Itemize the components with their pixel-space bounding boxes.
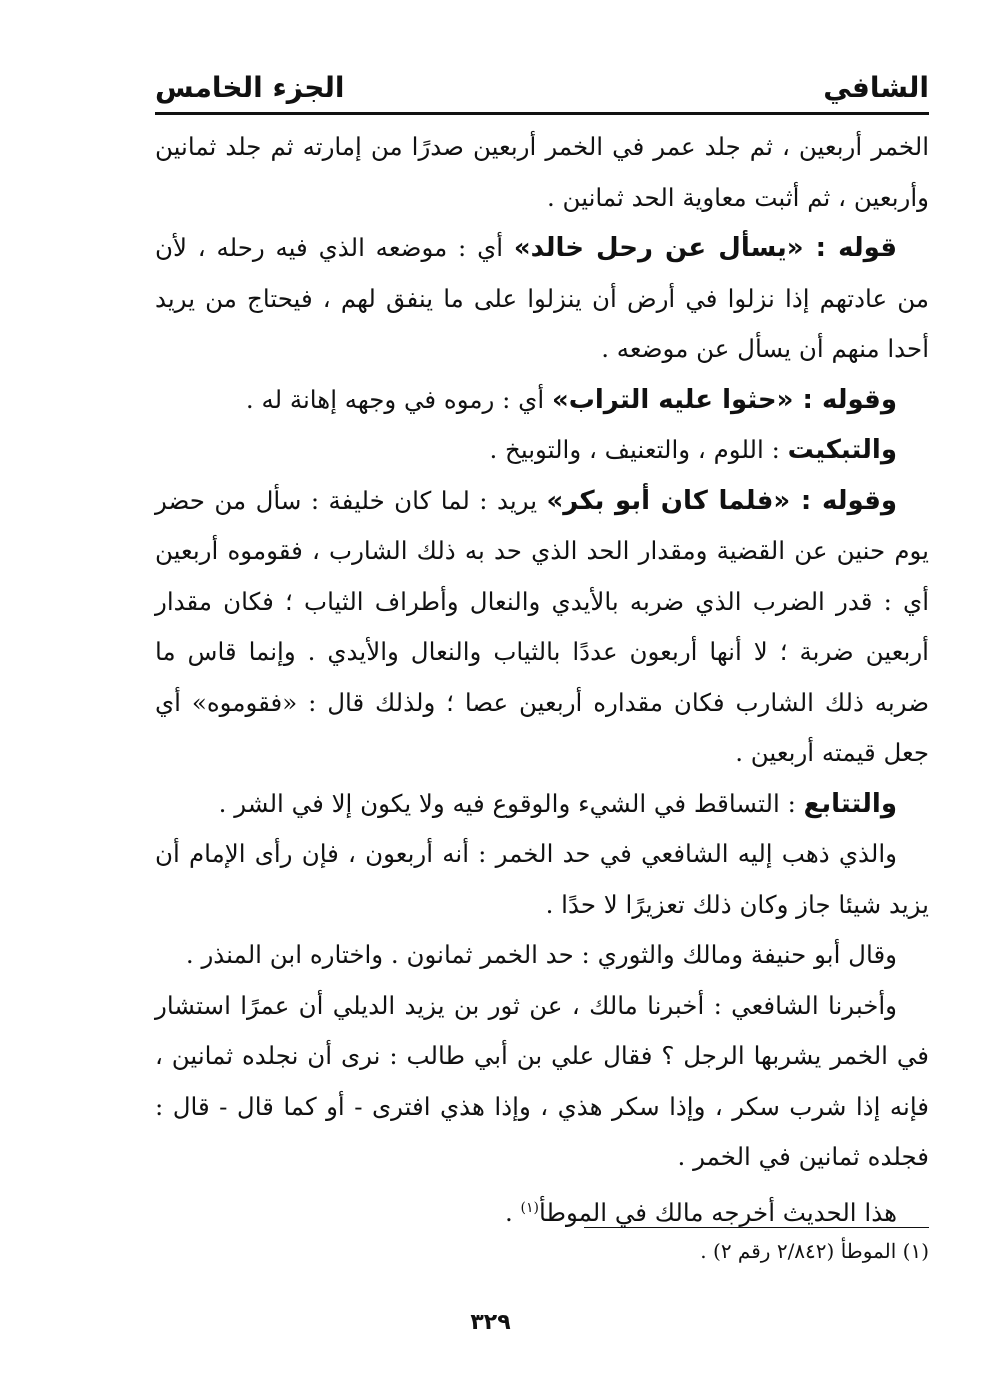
paragraph [155,779,929,830]
paragraph [155,829,929,930]
bold-lemma: وقوله : «فلما كان أبو بكر» [546,485,898,516]
paragraph-text: . [504,1197,521,1227]
running-header [155,52,929,115]
paragraph [155,981,929,1183]
main-text [155,122,929,1238]
paragraph [155,476,929,779]
volume-label: الجزء الخامس [155,71,345,104]
page-number: ٣٢٩ [470,1310,511,1335]
footnote-marker: (١) [520,1199,539,1216]
paragraph-text: : اللوم ، والتعنيف ، والتوبيخ . [489,435,788,464]
footnote-divider [584,1227,929,1228]
book-title: الشافي [823,71,929,104]
bold-lemma: قوله : «يسأل عن رحل خالد» [513,233,897,263]
paragraph [155,425,929,476]
paragraph-text: والذي ذهب إليه الشافعي في حد الخمر : أنه أربعون ، فإن رأى الإمام أن يزيد شيئا جاز وكان ذلك تعزيرًا لا حدًا . [155,839,929,919]
paragraph [155,223,929,375]
bold-lemma: وقوله : «حثوا عليه التراب» [551,384,897,415]
paragraph [155,375,929,426]
paragraph-text: وأخبرنا الشافعي : أخبرنا مالك ، عن ثور بن يزيد الديلي أن عمرًا استشار في الخمر يشربها الرجل ؟ فقال علي بن أبي طالب : نرى أن نجلده ثمانين ، فإنه إذا شرب سكر ، وإذا سكر هذي ، وإذا هذي افترى - أو كما قال - قال : فجلده ثمانين في الخمر . [155,990,929,1171]
paragraph-text: هذا الحديث أخرجه مالك في الموطأ [539,1197,897,1227]
paragraph [155,930,929,981]
paragraph [155,122,929,223]
paragraph-text: يريد : لما كان خليفة : سأل من حضر يوم حنين عن القضية ومقدار الحد الذي حد به ذلك الشارب ، فقوموه أربعين أي : قدر الضرب الذي ضربه بالأيدي والنعال وأطراف الثياب ؛ فكان مقدار أربعين ضربة ؛ لا أنها أربعون عددًا بالثياب والنعال والأيدي . وإنما قاس ما ضربه ذلك الشارب فكان مقداره أربعين عصا ؛ ولذلك قال : «فقوموه» أي جعل قيمته أربعين . [155,485,929,767]
paragraph-text: الخمر أربعين ، ثم جلد عمر في الخمر أربعين صدرًا من إمارته ثم جلد ثمانين وأربعين ، ثم أثبت معاوية الحد ثمانين . [155,132,929,212]
footnote: (١) الموطأ (٢/٨٤٢ رقم ٢) . [700,1239,929,1263]
bold-lemma: والتتابع [803,788,897,819]
paragraph-text: أي : رموه في وجهه إهانة له . [245,384,552,414]
paragraph-text: : التساقط في الشيء والوقوع فيه ولا يكون إلا في الشر . [218,788,804,818]
paragraph-text: أي : موضعه الذي فيه رحله ، لأن من عادتهم إذا نزلوا في أرض أن ينزلوا على ما ينفق لهم ، فيحتاج من يريد أحدا منهم أن يسأل عن موضعه . [155,233,929,363]
bold-lemma: والتبكيت [787,435,897,465]
paragraph-text: وقال أبو حنيفة ومالك والثوري : حد الخمر ثمانون . واختاره ابن المنذر . [185,940,897,969]
paragraph [155,1183,929,1239]
